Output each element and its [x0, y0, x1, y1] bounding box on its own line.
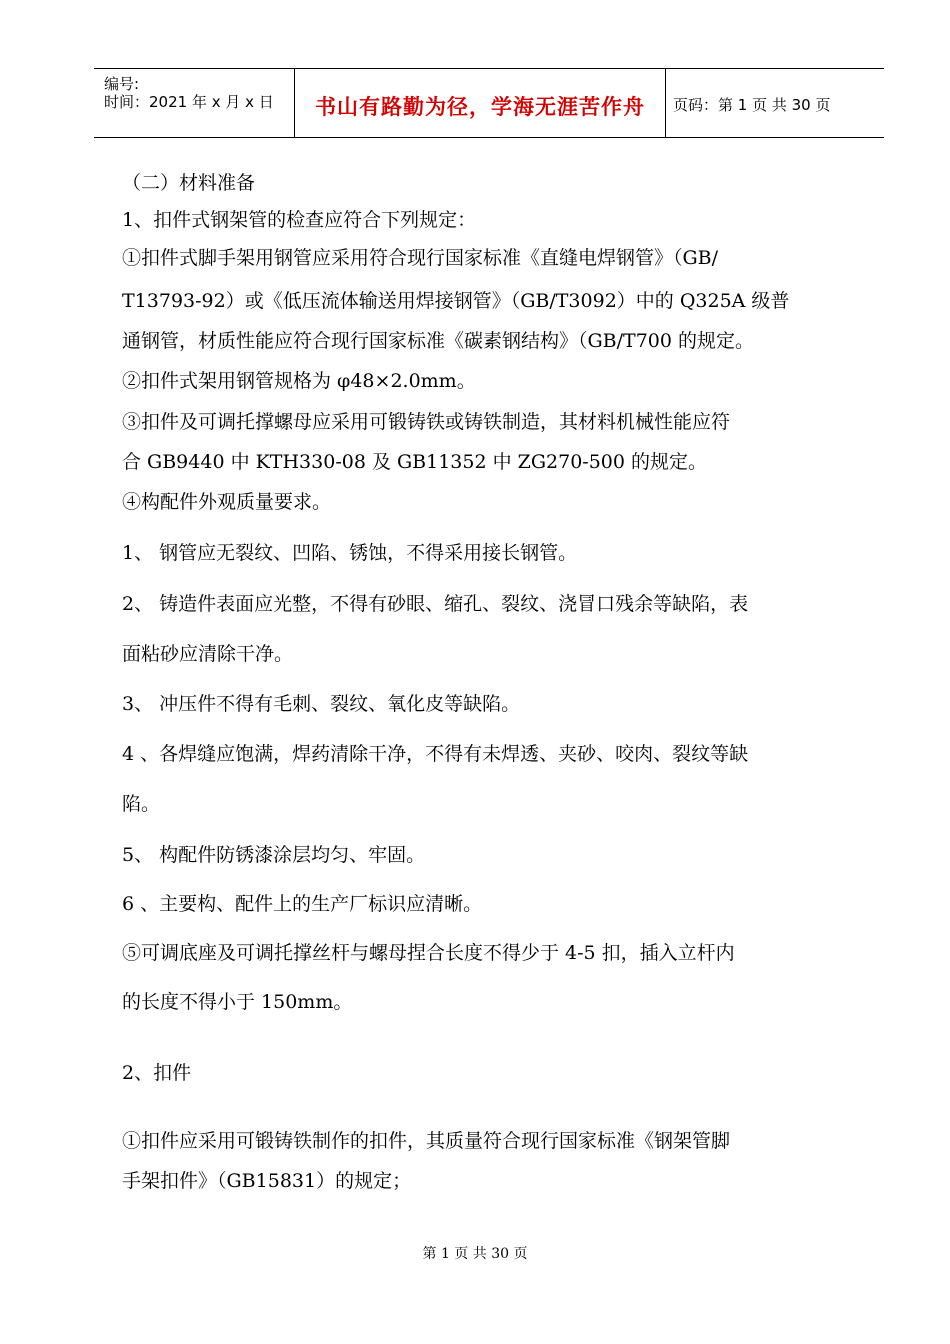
paragraph-line: ①扣件应采用可锻铸铁制作的扣件，其质量符合现行国家标准《钢架管脚	[122, 1130, 731, 1152]
section-heading: （二）材料准备	[122, 172, 256, 194]
header-motto-cell	[294, 69, 666, 137]
paragraph-line: ②扣件式架用钢管规格为 φ48×2.0mm。	[122, 370, 476, 392]
paragraph-line: 手架扣件》（GB15831）的规定；	[122, 1170, 412, 1192]
header-page-info: 页码：第 1 页 共 30 页	[673, 96, 831, 114]
list-item: 1、 钢管应无裂纹、凹陷、锈蚀，不得采用接长钢管。	[122, 542, 578, 564]
paragraph-line: 的长度不得小于 150mm。	[122, 991, 353, 1013]
list-item: 2、 铸造件表面应光整，不得有砂眼、缩孔、裂纹、浇冒口残余等缺陷，表	[122, 593, 749, 615]
list-item: 面粘砂应清除干净。	[122, 643, 294, 665]
list-item: 陷。	[122, 793, 161, 815]
paragraph-line: T13793-92）或《低压流体输送用焊接钢管》（GB/T3092）中的 Q325A 级普	[122, 290, 790, 312]
header-page-cell	[665, 69, 884, 137]
paragraph-line: 合 GB9440 中 KTH330-08 及 GB11352 中 ZG270-500 的规定。	[122, 451, 708, 473]
page-footer: 第 1 页 共 30 页	[422, 1246, 528, 1262]
section-heading: 2、扣件	[122, 1062, 192, 1084]
paragraph-line: 通钢管，材质性能应符合现行国家标准《碳素钢结构》（GB/T700 的规定。	[122, 330, 755, 352]
header-motto: 书山有路勤为径，学海无涯苦作舟	[315, 95, 645, 119]
paragraph-line: 1、扣件式钢架管的检查应符合下列规定：	[122, 209, 477, 231]
document-time-label: 时间：2021 年 x 月 x 日	[104, 93, 274, 111]
header-meta-cell	[94, 69, 294, 137]
document-number-label: 编号:	[104, 75, 140, 93]
list-item: 4 、各焊缝应饱满，焊药清除干净，不得有未焊透、夹砂、咬肉、裂纹等缺	[122, 743, 749, 765]
list-item: 3、 冲压件不得有毛刺、裂纹、氧化皮等缺陷。	[122, 693, 521, 715]
paragraph-line: ④构配件外观质量要求。	[122, 491, 332, 513]
page-header	[94, 68, 884, 138]
list-item: 6 、主要构、配件上的生产厂标识应清晰。	[122, 893, 483, 915]
paragraph-line: ⑤可调底座及可调托撑丝杆与螺母捏合长度不得少于 4-5 扣，插入立杆内	[122, 942, 735, 964]
paragraph-line: ③扣件及可调托撑螺母应采用可锻铸铁或铸铁制造，其材料机械性能应符	[122, 411, 731, 433]
list-item: 5、 构配件防锈漆涂层均匀、牢固。	[122, 844, 426, 866]
paragraph-line: ①扣件式脚手架用钢管应采用符合现行国家标准《直缝电焊钢管》（GB/	[122, 247, 719, 269]
